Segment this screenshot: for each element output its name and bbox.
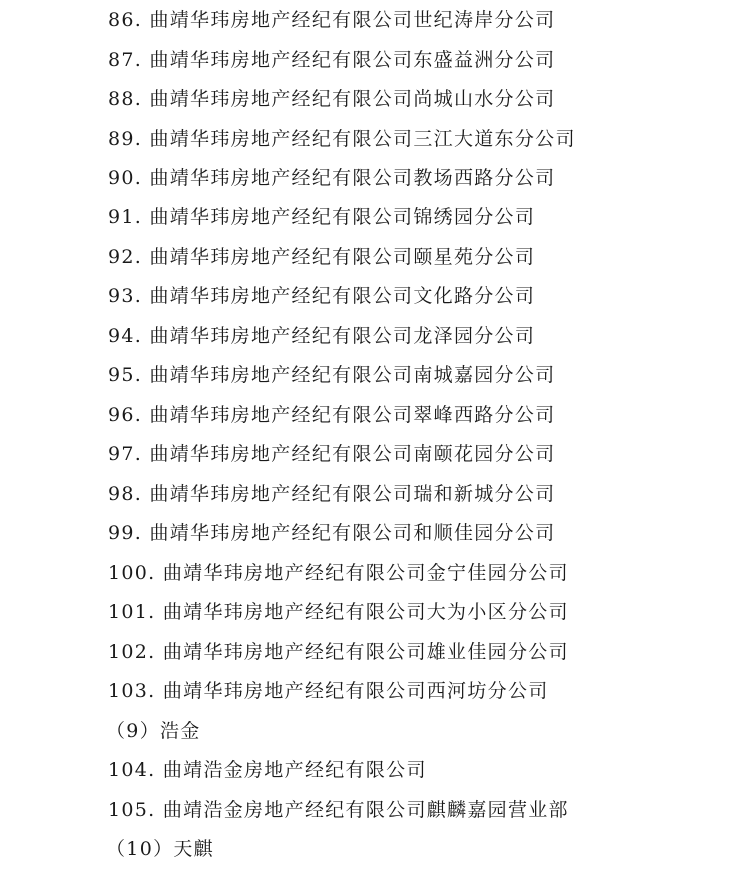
list-item: 98. 曲靖华玮房地产经纪有限公司瑞和新城分公司 xyxy=(108,483,556,505)
list-item: 104. 曲靖浩金房地产经纪有限公司 xyxy=(108,759,427,781)
list-item: 88. 曲靖华玮房地产经纪有限公司尚城山水分公司 xyxy=(108,88,556,110)
list-item: 87. 曲靖华玮房地产经纪有限公司东盛益洲分公司 xyxy=(108,49,556,71)
list-item: 86. 曲靖华玮房地产经纪有限公司世纪涛岸分公司 xyxy=(108,9,556,31)
list-item: 94. 曲靖华玮房地产经纪有限公司龙泽园分公司 xyxy=(108,325,536,347)
section-heading: （9）浩金 xyxy=(106,720,201,742)
list-item: 99. 曲靖华玮房地产经纪有限公司和顺佳园分公司 xyxy=(108,522,556,544)
list-item: 91. 曲靖华玮房地产经纪有限公司锦绣园分公司 xyxy=(108,206,536,228)
list-item: 97. 曲靖华玮房地产经纪有限公司南颐花园分公司 xyxy=(108,443,556,465)
list-item: 95. 曲靖华玮房地产经纪有限公司南城嘉园分公司 xyxy=(108,364,556,386)
section-heading: （10）天麒 xyxy=(106,838,214,860)
list-item: 90. 曲靖华玮房地产经纪有限公司教场西路分公司 xyxy=(108,167,556,189)
list-item: 103. 曲靖华玮房地产经纪有限公司西河坊分公司 xyxy=(108,680,549,702)
list-item: 89. 曲靖华玮房地产经纪有限公司三江大道东分公司 xyxy=(108,128,576,150)
list-item: 102. 曲靖华玮房地产经纪有限公司雄业佳园分公司 xyxy=(108,641,569,663)
list-item: 100. 曲靖华玮房地产经纪有限公司金宁佳园分公司 xyxy=(108,562,569,584)
list-item: 101. 曲靖华玮房地产经纪有限公司大为小区分公司 xyxy=(108,601,569,623)
list-item: 96. 曲靖华玮房地产经纪有限公司翠峰西路分公司 xyxy=(108,404,556,426)
list-item: 105. 曲靖浩金房地产经纪有限公司麒麟嘉园营业部 xyxy=(108,799,569,821)
list-item: 93. 曲靖华玮房地产经纪有限公司文化路分公司 xyxy=(108,285,536,307)
list-item: 92. 曲靖华玮房地产经纪有限公司颐星苑分公司 xyxy=(108,246,536,268)
